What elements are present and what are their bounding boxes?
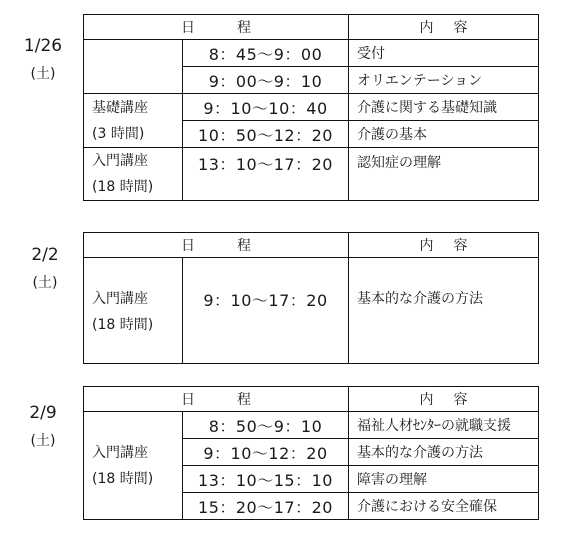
content-cell: 認知症の理解	[349, 148, 539, 201]
table-row	[84, 258, 539, 364]
content-header: 内 容	[349, 233, 539, 258]
time-cell: 13：10〜17：20	[183, 148, 349, 201]
content-cell: 基本的な介護の方法	[349, 258, 539, 364]
content-cell: 介護の基本	[349, 121, 539, 148]
course-cell	[84, 412, 183, 520]
date-label: 2/2	[31, 245, 59, 265]
course-hours: (18 時間)	[92, 179, 154, 195]
table-row	[84, 148, 539, 201]
session-date-1	[8, 35, 78, 85]
time-cell: 10：50〜12：20	[183, 121, 349, 148]
schedule-header: 日 程	[84, 233, 349, 258]
weekday-label: (土)	[32, 275, 58, 291]
time-cell: 9：10〜17：20	[183, 258, 349, 364]
content-header: 内 容	[349, 387, 539, 412]
course-cell	[84, 258, 183, 364]
weekday-label: (土)	[30, 433, 56, 449]
schedule-table-2	[83, 232, 539, 364]
course-name: 基礎講座	[92, 99, 148, 116]
content-cell: オリエンテーション	[349, 67, 539, 94]
session-date-2	[10, 244, 80, 294]
schedule-table-1	[83, 14, 539, 201]
content-cell: 受付	[349, 40, 539, 67]
time-cell: 9：10〜10：40	[183, 94, 349, 121]
course-name: 入門講座	[92, 153, 148, 169]
course-name: 入門講座	[92, 444, 148, 461]
course-hours: (18 時間)	[92, 470, 154, 487]
table-row	[84, 412, 539, 439]
content-cell: 介護に関する基礎知識	[349, 94, 539, 121]
course-cell	[84, 148, 183, 201]
table-row	[84, 40, 539, 67]
date-label: 1/26	[23, 36, 63, 56]
time-cell: 13：10〜15：10	[183, 466, 349, 493]
schedule-header: 日 程	[84, 15, 349, 40]
weekday-label: (土)	[30, 66, 56, 82]
table-header-row	[84, 233, 539, 258]
time-cell: 8：45〜9：00	[183, 40, 349, 67]
content-cell: 障害の理解	[349, 466, 539, 493]
content-cell: 福祉人材ｾﾝﾀｰの就職支援	[349, 412, 539, 439]
content-cell: 基本的な介護の方法	[349, 439, 539, 466]
time-cell: 9：00〜9：10	[183, 67, 349, 94]
time-cell: 8：50〜9：10	[183, 412, 349, 439]
date-label: 2/9	[29, 403, 57, 423]
session-date-3	[8, 402, 78, 452]
course-hours: (3 時間)	[92, 125, 145, 142]
course-cell-empty	[84, 40, 183, 94]
table-row	[84, 94, 539, 121]
course-name: 入門講座	[92, 291, 148, 307]
time-cell: 9：10〜12：20	[183, 439, 349, 466]
schedule-table-3	[83, 386, 539, 520]
schedule-header: 日 程	[84, 387, 349, 412]
content-cell: 介護における安全確保	[349, 493, 539, 520]
table-header-row	[84, 387, 539, 412]
time-cell: 15：20〜17：20	[183, 493, 349, 520]
course-hours: (18 時間)	[92, 317, 154, 333]
content-header: 内 容	[349, 15, 539, 40]
table-header-row	[84, 15, 539, 40]
course-cell	[84, 94, 183, 148]
